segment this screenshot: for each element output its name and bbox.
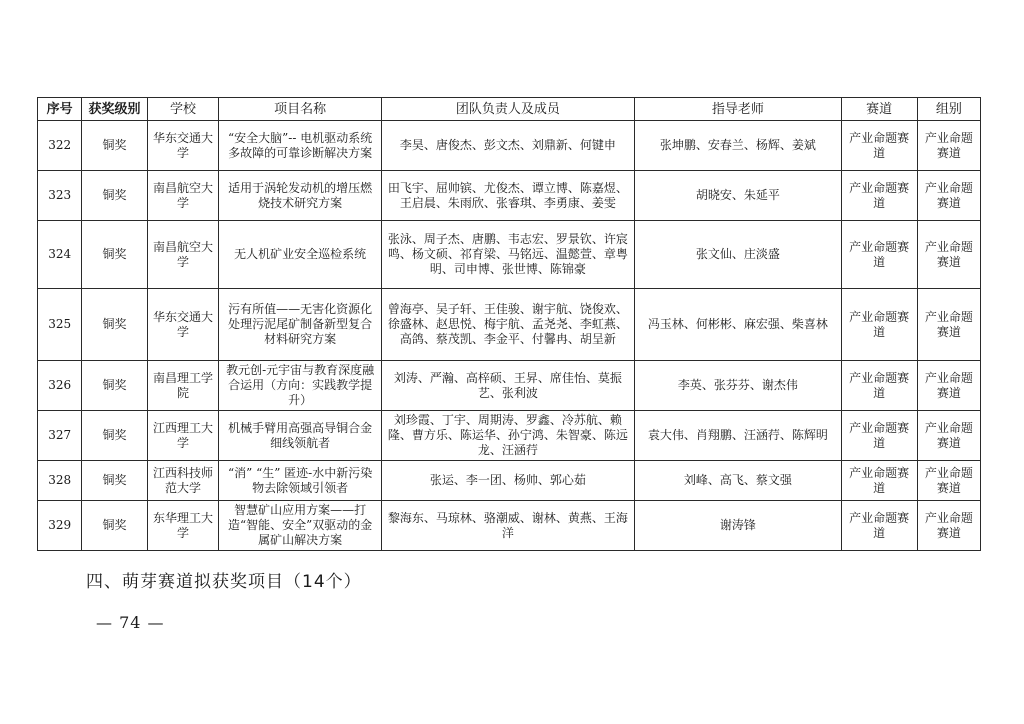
cell-level: 铜奖 — [82, 461, 147, 501]
header-team: 团队负责人及成员 — [381, 98, 634, 121]
table-row — [38, 411, 981, 461]
table-row — [38, 501, 981, 551]
cell-mentor: 张文仙、庄淡盛 — [634, 221, 841, 289]
cell-group: 产业命题赛道 — [917, 289, 980, 361]
header-school: 学校 — [147, 98, 219, 121]
cell-level: 铜奖 — [82, 171, 147, 221]
cell-project: “消” “生” 匿迹-水中新污染物去除领域引领者 — [219, 461, 381, 501]
cell-group: 产业命题赛道 — [917, 361, 980, 411]
cell-track: 产业命题赛道 — [841, 171, 917, 221]
header-project: 项目名称 — [219, 98, 381, 121]
table-row — [38, 121, 981, 171]
cell-group: 产业命题赛道 — [917, 121, 980, 171]
cell-group: 产业命题赛道 — [917, 411, 980, 461]
cell-seq: 329 — [38, 501, 82, 551]
cell-seq: 323 — [38, 171, 82, 221]
cell-track: 产业命题赛道 — [841, 411, 917, 461]
cell-team: 李昊、唐俊杰、彭文杰、刘鼎新、何键申 — [381, 121, 634, 171]
cell-track: 产业命题赛道 — [841, 121, 917, 171]
cell-level: 铜奖 — [82, 411, 147, 461]
cell-school: 南昌航空大学 — [147, 171, 219, 221]
cell-track: 产业命题赛道 — [841, 461, 917, 501]
header-mentor: 指导老师 — [634, 98, 841, 121]
cell-team: 曾海亭、吴子轩、王佳骏、谢宇航、饶俊欢、徐盛林、赵思悦、梅宇航、孟尧尧、李虹燕、高鸽、蔡茂凯、李金平、付馨冉、胡呈新 — [381, 289, 634, 361]
header-seq: 序号 — [38, 98, 82, 121]
cell-mentor: 张坤鹏、安春兰、杨辉、姜斌 — [634, 121, 841, 171]
table-header-row — [38, 98, 981, 121]
cell-track: 产业命题赛道 — [841, 221, 917, 289]
cell-track: 产业命题赛道 — [841, 289, 917, 361]
cell-group: 产业命题赛道 — [917, 501, 980, 551]
table-row — [38, 221, 981, 289]
cell-seq: 328 — [38, 461, 82, 501]
table-row — [38, 461, 981, 501]
header-track: 赛道 — [841, 98, 917, 121]
cell-project: 机械手臂用高强高导铜合金细线领航者 — [219, 411, 381, 461]
cell-school: 江西理工大学 — [147, 411, 219, 461]
cell-level: 铜奖 — [82, 121, 147, 171]
section-heading: 四、萌芽赛道拟获奖项目（14个） — [86, 572, 362, 592]
cell-track: 产业命题赛道 — [841, 361, 917, 411]
cell-team: 田飞宇、屈帅镔、尤俊杰、谭立博、陈嘉煜、王启晨、朱雨欣、张睿琪、李勇康、姜雯 — [381, 171, 634, 221]
cell-project: 无人机矿业安全巡检系统 — [219, 221, 381, 289]
cell-seq: 327 — [38, 411, 82, 461]
table-row — [38, 361, 981, 411]
header-level: 获奖级别 — [82, 98, 147, 121]
cell-seq: 326 — [38, 361, 82, 411]
table-row — [38, 171, 981, 221]
cell-group: 产业命题赛道 — [917, 461, 980, 501]
cell-group: 产业命题赛道 — [917, 171, 980, 221]
cell-seq: 325 — [38, 289, 82, 361]
cell-level: 铜奖 — [82, 289, 147, 361]
cell-seq: 324 — [38, 221, 82, 289]
cell-school: 华东交通大学 — [147, 289, 219, 361]
cell-school: 江西科技师范大学 — [147, 461, 219, 501]
cell-project: 教元创-元宇宙与教育深度融合运用（方向：实践教学提升） — [219, 361, 381, 411]
cell-project: 适用于涡轮发动机的增压燃烧技术研究方案 — [219, 171, 381, 221]
cell-mentor: 刘峰、高飞、蔡文强 — [634, 461, 841, 501]
awards-table — [37, 97, 981, 551]
cell-team: 张运、李一团、杨帅、郭心茹 — [381, 461, 634, 501]
cell-team: 刘涛、严瀚、高梓硕、王昇、席佳怡、莫振艺、张利波 — [381, 361, 634, 411]
cell-group: 产业命题赛道 — [917, 221, 980, 289]
cell-school: 南昌理工学院 — [147, 361, 219, 411]
cell-team: 刘珍霞、丁宇、周期涛、罗鑫、冷苏航、赖隆、曹方乐、陈运华、孙宁鸿、朱智豪、陈远龙、汪涵荇 — [381, 411, 634, 461]
table-row — [38, 289, 981, 361]
header-group: 组别 — [917, 98, 980, 121]
cell-project: “安全大脑”-- 电机驱动系统多故障的可靠诊断解决方案 — [219, 121, 381, 171]
cell-track: 产业命题赛道 — [841, 501, 917, 551]
cell-mentor: 袁大伟、肖翔鹏、汪涵荇、陈辉明 — [634, 411, 841, 461]
cell-team: 张泳、周子杰、唐鹏、韦志宏、罗景钦、许宸鸣、杨文硕、祁育梁、马铭远、温懿萱、章粤明、司申博、张世博、陈锦豪 — [381, 221, 634, 289]
cell-level: 铜奖 — [82, 361, 147, 411]
page-number: — 74 — — [96, 613, 165, 632]
cell-level: 铜奖 — [82, 221, 147, 289]
cell-school: 东华理工大学 — [147, 501, 219, 551]
cell-team: 黎海东、马琼林、骆潮威、谢林、黄燕、王海洋 — [381, 501, 634, 551]
cell-mentor: 胡晓安、朱延平 — [634, 171, 841, 221]
cell-school: 南昌航空大学 — [147, 221, 219, 289]
cell-level: 铜奖 — [82, 501, 147, 551]
cell-mentor: 李英、张芬芬、谢杰伟 — [634, 361, 841, 411]
cell-project: 智慧矿山应用方案——打造“智能、安全”双驱动的金属矿山解决方案 — [219, 501, 381, 551]
cell-seq: 322 — [38, 121, 82, 171]
cell-school: 华东交通大学 — [147, 121, 219, 171]
cell-mentor: 谢涛锋 — [634, 501, 841, 551]
cell-mentor: 冯玉林、何彬彬、麻宏强、柴喜林 — [634, 289, 841, 361]
cell-project: 污有所值——无害化资源化处理污泥尾矿制备新型复合材料研究方案 — [219, 289, 381, 361]
